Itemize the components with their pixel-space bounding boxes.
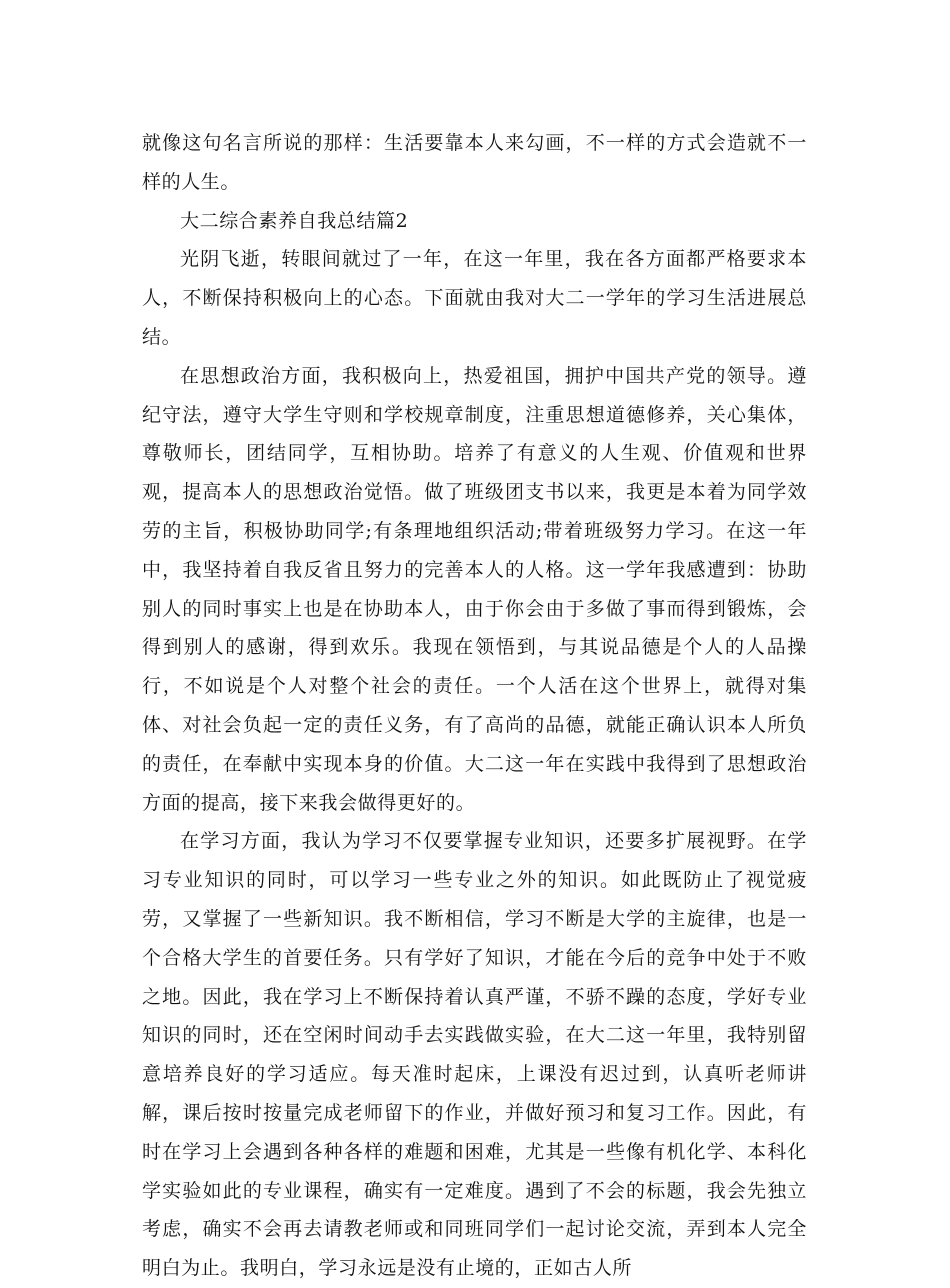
section-heading: 大二综合素养自我总结篇2 (180, 209, 409, 232)
document-body (142, 124, 807, 1288)
paragraph-political: 在思想政治方面，我积极向上，热爱祖国，拥护中国共产党的领导。遵纪守法，遵守大学生守则和学校规章制度，注重思想道德修养，关心集体，尊敬师长，团结同学，互相协助。培养了有意义的人生观、价值观和世界观，提高本人的思想政治觉悟。做了班级团支书以来，我更是本着为同学效劳的主旨，积极协助同学;有条理地组织活动;带着班级努力学习。在这一年中，我坚持着自我反省且努力的完善本人的人格。这一学年我感遭到：协助别人的同时事实上也是在协助本人，由于你会由于多做了事而得到锻炼，会得到别人的感谢，得到欢乐。我现在领悟到，与其说品德是个人的人品操行，不如说是个人对整个社会的责任。一个人活在这个世界上，就得对集体、对社会负起一定的责任义务，有了高尚的品德，就能正确认识本人所负的责任，在奉献中实现本身的价值。大二这一年在实践中我得到了思想政治方面的提高，接下来我会做得更好的。 (142, 364, 807, 814)
paragraph-opening: 光阴飞逝，转眼间就过了一年，在这一年里，我在各方面都严格要求本人，不断保持积极向上的心态。下面就由我对大二一学年的学习生活进展总结。 (142, 248, 807, 348)
paragraph-intro-ending: 就像这句名言所说的那样：生活要靠本人来勾画，不一样的方式会造就不一样的人生。 (142, 132, 807, 193)
paragraph-study: 在学习方面，我认为学习不仅要掌握专业知识，还要多扩展视野。在学习专业知识的同时，可以学习一些专业之外的知识。如此既防止了视觉疲劳，又掌握了一些新知识。我不断相信，学习不断是大学的主旋律，也是一个合格大学生的首要任务。只有学好了知识，才能在今后的竞争中处于不败之地。因此，我在学习上不断保持着认真严谨，不骄不躁的态度，学好专业知识的同时，还在空闲时间动手去实践做实验，在大二这一年里，我特别留意培养良好的学习适应。每天准时起床，上课没有迟过到，认真听老师讲解，课后按时按量完成老师留下的作业，并做好预习和复习工作。因此，有时在学习上会遇到各种各样的难题和困难，尤其是一些像有机化学、本科化学实验如此的专业课程，确实有一定难度。遇到了不会的标题，我会先独立考虑，确实不会再去请教老师或和同班同学们一起讨论交流，弄到本人完全明白为止。我明白，学习永远是没有止境的，正如古人所 (142, 830, 807, 1280)
